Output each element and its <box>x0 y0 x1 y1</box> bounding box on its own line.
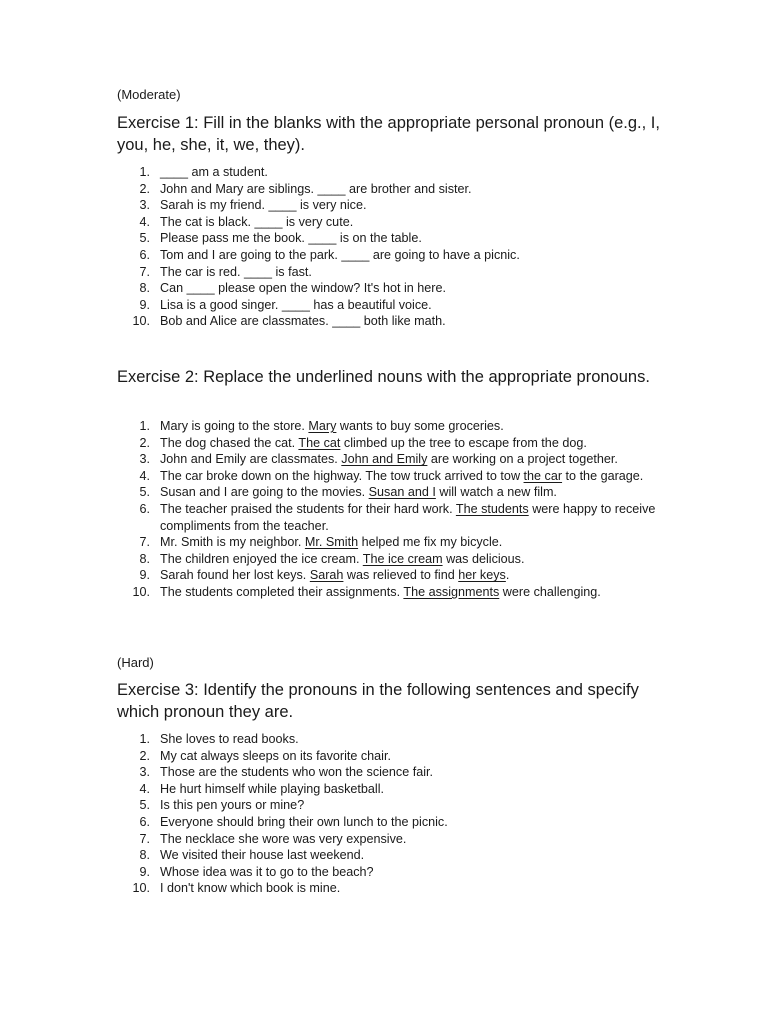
item-number: 1. <box>139 732 150 746</box>
item-text: The children enjoyed the ice cream. <box>160 551 363 566</box>
list-item <box>117 814 657 831</box>
item-text: Tom and I are going to the park. ____ are going to have a picnic. <box>160 247 520 262</box>
list-item <box>117 247 657 264</box>
list-item <box>117 297 657 314</box>
item-text: Those are the students who won the science fair. <box>160 765 434 780</box>
exercise-2-list <box>117 418 657 601</box>
item-number: 9. <box>139 568 150 583</box>
item-text: Mary is going to the store. <box>160 419 309 433</box>
underlined-noun: John and Emily <box>341 452 428 467</box>
list-item <box>117 164 657 181</box>
item-number: 7. <box>139 831 150 846</box>
list-item <box>117 230 657 247</box>
item-text: Please pass me the book. ____ is on the table. <box>160 231 422 246</box>
item-text: were happy to receive compliments from the teacher. <box>160 501 656 533</box>
item-text: were challenging. <box>499 584 601 599</box>
item-number: 7. <box>139 535 150 550</box>
item-number: 7. <box>139 264 150 279</box>
underlined-noun: The cat <box>298 435 341 450</box>
exercise-1-title: Exercise 1: Fill in the blanks with the appropriate personal pronoun (e.g., I, you, he, she, it, we, they). <box>117 114 660 154</box>
list-item <box>117 501 657 534</box>
list-item <box>117 534 657 551</box>
item-number: 1. <box>139 165 150 179</box>
item-text: are working on a project together. <box>427 452 618 467</box>
item-number: 9. <box>139 297 150 312</box>
item-number: 2. <box>139 181 150 196</box>
list-item <box>117 264 657 281</box>
item-number: 4. <box>139 468 150 483</box>
exercise-2-title: Exercise 2: Replace the underlined nouns with the appropriate pronouns. <box>117 368 650 386</box>
difficulty-label-moderate: (Moderate) <box>117 87 181 102</box>
item-text: We visited their house last weekend. <box>160 848 365 863</box>
underlined-noun: The assignments <box>403 584 500 599</box>
underlined-noun: Sarah <box>309 568 344 583</box>
list-item <box>117 847 657 864</box>
list-item <box>117 214 657 231</box>
item-text: Sarah is my friend. ____ is very nice. <box>160 198 367 213</box>
exercise-3-list <box>117 731 657 897</box>
item-text: My cat always sleeps on its favorite chair. <box>160 748 391 763</box>
list-item <box>117 781 657 798</box>
item-number: 5. <box>139 798 150 813</box>
item-number: 5. <box>139 485 150 500</box>
item-number: 6. <box>139 814 150 829</box>
item-text: The students completed their assignments. <box>160 584 404 599</box>
item-text: John and Emily are classmates. <box>160 452 342 467</box>
list-item <box>117 748 657 765</box>
list-item <box>117 567 657 584</box>
item-number: 5. <box>139 231 150 246</box>
underlined-noun: The students <box>455 501 529 516</box>
item-number: 6. <box>139 501 150 516</box>
item-text: helped me fix my bicycle. <box>358 535 503 550</box>
item-number: 9. <box>139 864 150 879</box>
item-text: Can ____ please open the window? It's hot in here. <box>160 281 446 296</box>
item-text: Whose idea was it to go to the beach? <box>160 864 374 879</box>
item-number: 10. <box>132 584 150 599</box>
list-item <box>117 451 657 468</box>
item-text: Bob and Alice are classmates. ____ both like math. <box>160 314 446 329</box>
item-text: was relieved to find <box>343 568 459 583</box>
item-text: Is this pen yours or mine? <box>160 798 305 813</box>
item-text: She loves to read books. <box>160 732 299 746</box>
item-text: was delicious. <box>442 551 525 566</box>
item-number: 3. <box>139 452 150 467</box>
item-text: I don't know which book is mine. <box>160 881 341 896</box>
item-text: The necklace she wore was very expensive. <box>160 831 407 846</box>
list-item <box>117 797 657 814</box>
exercise-3-title: Exercise 3: Identify the pronouns in the following sentences and specify which pronoun they are. <box>117 681 639 721</box>
item-text: climbed up the tree to escape from the dog. <box>340 435 587 450</box>
underlined-noun: Susan and I <box>368 485 436 500</box>
item-number: 8. <box>139 848 150 863</box>
item-text: . <box>505 568 510 583</box>
item-text: to the garage. <box>562 468 644 483</box>
item-number: 6. <box>139 247 150 262</box>
item-text: The dog chased the cat. <box>160 435 299 450</box>
item-number: 2. <box>139 435 150 450</box>
item-text: John and Mary are siblings. ____ are brother and sister. <box>160 181 472 196</box>
item-text: Everyone should bring their own lunch to the picnic. <box>160 814 448 829</box>
list-item <box>117 468 657 485</box>
list-item <box>117 313 657 330</box>
list-item <box>117 880 657 897</box>
item-text: will watch a new film. <box>435 485 557 500</box>
list-item <box>117 435 657 452</box>
list-item <box>117 864 657 881</box>
item-number: 10. <box>132 314 150 329</box>
item-number: 4. <box>139 781 150 796</box>
underlined-noun: The ice cream <box>362 551 443 566</box>
list-item <box>117 280 657 297</box>
underlined-noun: Mary <box>308 419 337 433</box>
item-number: 4. <box>139 214 150 229</box>
item-text: Mr. Smith is my neighbor. <box>160 535 305 550</box>
item-number: 10. <box>132 881 150 896</box>
list-item <box>117 584 657 601</box>
item-text: The car broke down on the highway. The tow truck arrived to tow <box>160 468 524 483</box>
item-text: The cat is black. ____ is very cute. <box>160 214 354 229</box>
item-text: ____ am a student. <box>160 165 268 179</box>
list-item <box>117 418 657 435</box>
item-text: Lisa is a good singer. ____ has a beautiful voice. <box>160 297 432 312</box>
list-item <box>117 831 657 848</box>
list-item <box>117 764 657 781</box>
list-item <box>117 484 657 501</box>
item-number: 8. <box>139 551 150 566</box>
underlined-noun: the car <box>523 468 563 483</box>
item-number: 3. <box>139 198 150 213</box>
exercise-1-list <box>117 164 657 330</box>
item-number: 1. <box>139 419 150 433</box>
item-text: wants to buy some groceries. <box>336 419 504 433</box>
item-number: 3. <box>139 765 150 780</box>
item-text: Susan and I are going to the movies. <box>160 485 369 500</box>
item-text: The teacher praised the students for their hard work. <box>160 501 456 516</box>
item-text: The car is red. ____ is fast. <box>160 264 312 279</box>
list-item <box>117 181 657 198</box>
difficulty-label-hard: (Hard) <box>117 655 154 670</box>
item-text: He hurt himself while playing basketball. <box>160 781 385 796</box>
underlined-noun: Mr. Smith <box>304 535 359 550</box>
item-number: 8. <box>139 281 150 296</box>
list-item <box>117 551 657 568</box>
item-text: Sarah found her lost keys. <box>160 568 310 583</box>
item-number: 2. <box>139 748 150 763</box>
underlined-noun: her keys <box>458 568 506 583</box>
list-item <box>117 731 657 748</box>
list-item <box>117 197 657 214</box>
